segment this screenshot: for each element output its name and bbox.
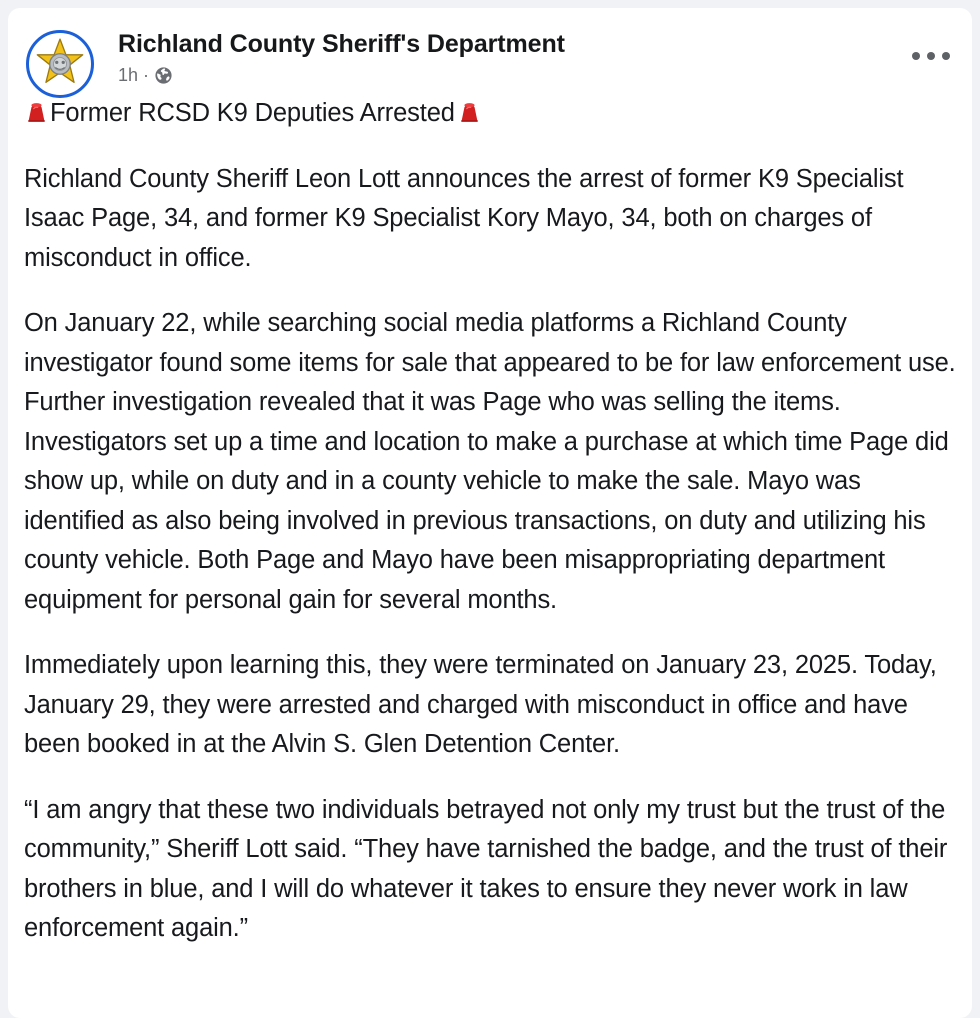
three-dots-icon-dot-1 (912, 52, 920, 60)
three-dots-icon-dot-2 (927, 52, 935, 60)
sheriff-star-badge-icon (33, 37, 87, 91)
post-card (8, 8, 972, 1018)
post-paragraph-3: Immediately upon learning this, they were terminated on January 23, 2025. Today, January 29, they were arrested and charged with misconduct in office and have been booked in at the Alvin S. Glen Detention Center. (24, 651, 937, 758)
meta-separator: · (143, 65, 150, 85)
post-header (8, 8, 972, 94)
page-title[interactable]: Richland County Sheriff's Department (118, 30, 565, 58)
three-dots-icon-dot-3 (942, 52, 950, 60)
post-paragraph-1: Richland County Sheriff Leon Lott announces the arrest of former K9 Specialist Isaac Page, 34, and former K9 Specialist Kory Mayo, 34, both on charges of misconduct in office. (24, 164, 904, 272)
post-timestamp[interactable]: 1h (118, 65, 139, 85)
post-paragraph-4: “I am angry that these two individuals betrayed not only my trust but the trust of the community,” Sheriff Lott said. “They have tarnished the badge, and the trust of their brothers in blue, and I will do whatever it takes to ensure they never work in law enforcement again.” (24, 795, 948, 942)
post-body (8, 94, 972, 949)
police-light-emoji (457, 100, 482, 125)
more-options-button[interactable] (912, 52, 950, 60)
post-meta (118, 66, 565, 85)
post-paragraph-2: On January 22, while searching social media platforms a Richland County investigator found some items for sale that appeared to be for law enforcement use. Further investigation revealed that it was Page who was selling the items. Investigators set up a time and location to make a purchase at which time Page did show up, while on duty and in a county vehicle to make the sale. Mayo was identified as also being involved in previous transactions, on duty and utilizing his county vehicle. Both Page and Mayo have been misappropriating department equipment for personal gain for several months. (24, 309, 956, 614)
avatar[interactable] (26, 30, 94, 98)
header-text-block (118, 28, 565, 85)
police-light-emoji (24, 100, 49, 125)
post-headline (24, 94, 956, 134)
globe-icon[interactable] (154, 66, 173, 85)
post-headline-text: Former RCSD K9 Deputies Arrested (50, 99, 455, 127)
